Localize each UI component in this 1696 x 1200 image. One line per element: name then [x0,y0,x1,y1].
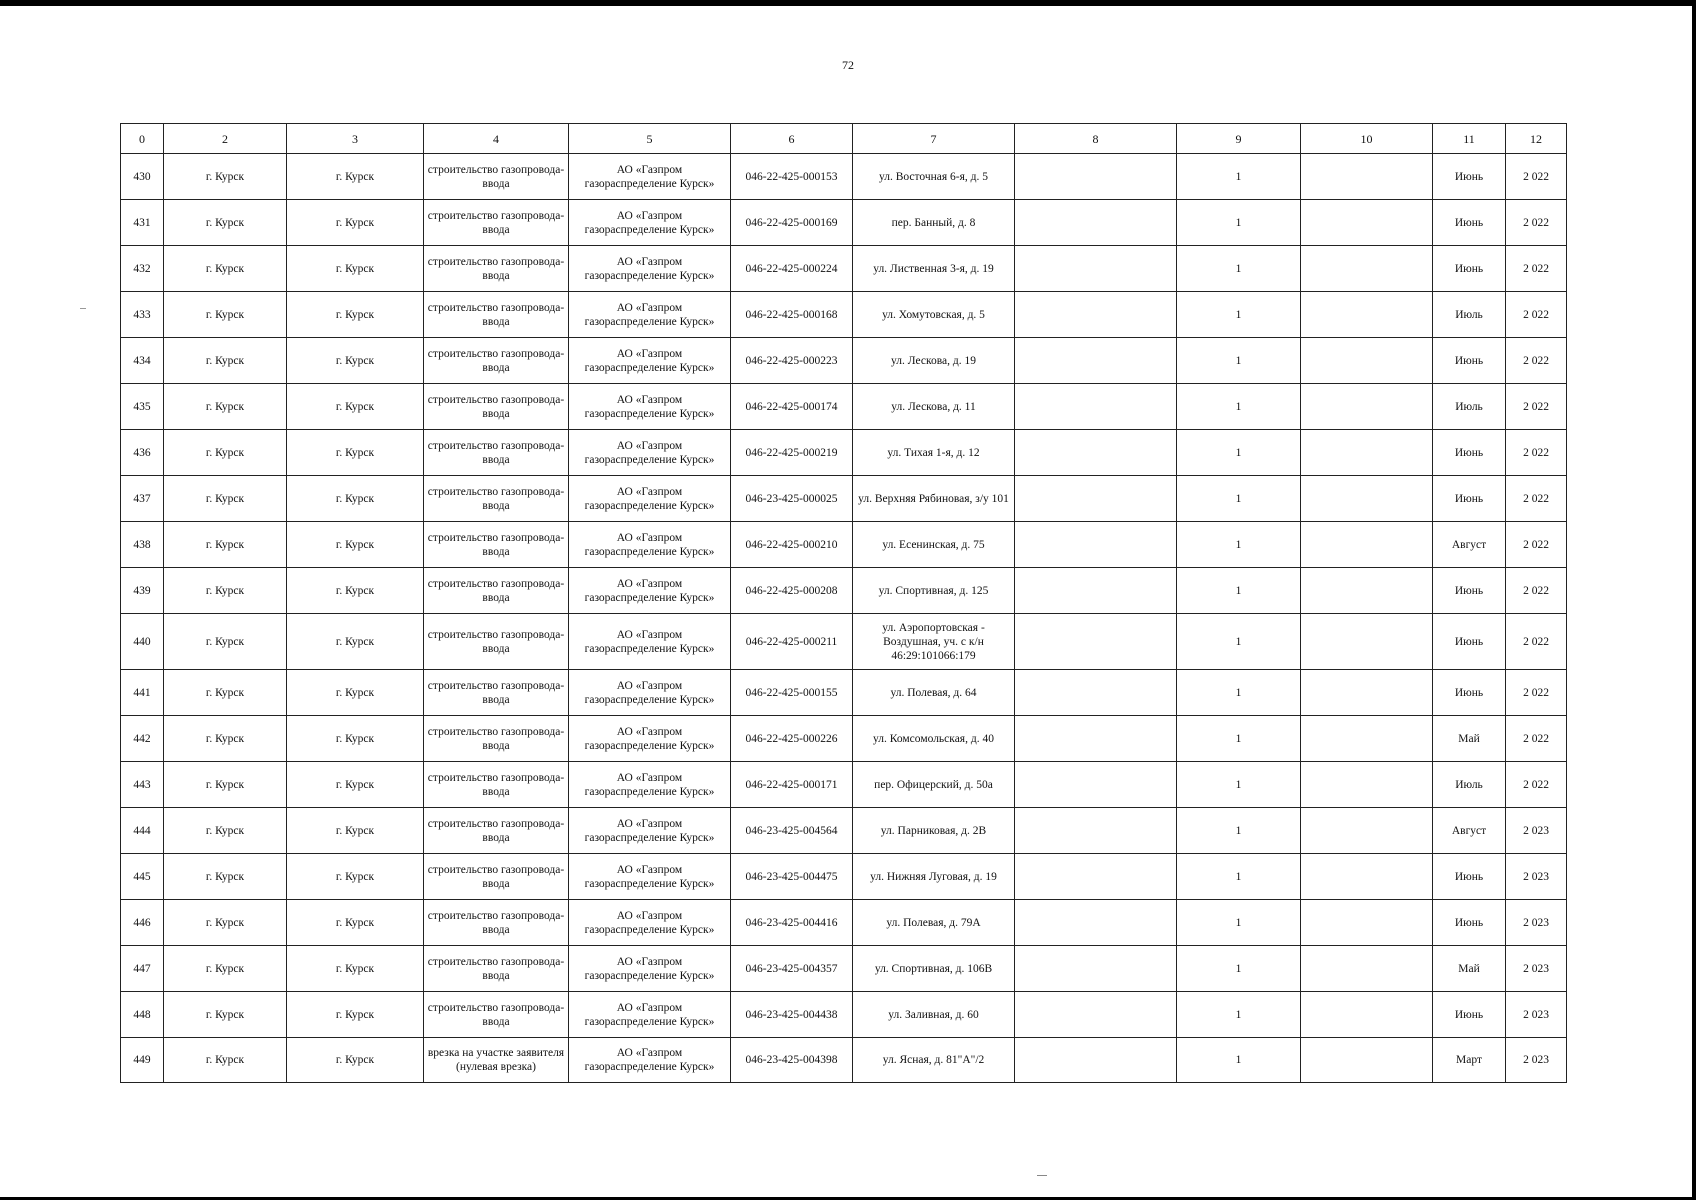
row-number-cell: 445 [121,854,164,900]
organization-cell: АО «Газпром газораспределение Курск» [569,854,731,900]
month-cell: Июль [1433,384,1506,430]
application-number-cell: 046-22-425-000219 [731,430,853,476]
organization-cell: АО «Газпром газораспределение Курск» [569,522,731,568]
row-number-cell: 438 [121,522,164,568]
quantity-cell: 1 [1177,900,1301,946]
table-row [121,716,1567,762]
month-cell: Июнь [1433,154,1506,200]
column-8-cell [1015,854,1177,900]
column-10-cell [1301,568,1433,614]
organization-cell: АО «Газпром газораспределение Курск» [569,430,731,476]
locality-cell: г. Курск [287,808,424,854]
municipality-cell: г. Курск [164,946,287,992]
application-number-cell: 046-22-425-000211 [731,614,853,670]
work-type-cell: строительство газопровода-ввода [424,762,569,808]
year-cell: 2 023 [1506,854,1567,900]
table-header-row [121,124,1567,154]
month-cell: Август [1433,522,1506,568]
table-row [121,154,1567,200]
work-type-cell: строительство газопровода-ввода [424,430,569,476]
application-number-cell: 046-22-425-000210 [731,522,853,568]
table-row [121,200,1567,246]
application-number-cell: 046-23-425-004438 [731,992,853,1038]
application-number-cell: 046-22-425-000171 [731,762,853,808]
application-number-cell: 046-22-425-000208 [731,568,853,614]
municipality-cell: г. Курск [164,384,287,430]
column-8-cell [1015,1038,1177,1083]
scan-border-right [1692,0,1696,1200]
table-row [121,384,1567,430]
organization-cell: АО «Газпром газораспределение Курск» [569,476,731,522]
table-row [121,808,1567,854]
work-type-cell: строительство газопровода-ввода [424,522,569,568]
column-header: 2 [164,124,287,154]
quantity-cell: 1 [1177,154,1301,200]
column-10-cell [1301,614,1433,670]
work-type-cell: строительство газопровода-ввода [424,946,569,992]
work-type-cell: строительство газопровода-ввода [424,992,569,1038]
table-row [121,1038,1567,1083]
year-cell: 2 022 [1506,154,1567,200]
month-cell: Июнь [1433,854,1506,900]
quantity-cell: 1 [1177,992,1301,1038]
address-cell: ул. Лескова, д. 11 [853,384,1015,430]
locality-cell: г. Курск [287,476,424,522]
organization-cell: АО «Газпром газораспределение Курск» [569,568,731,614]
scan-border-top [0,0,1696,6]
month-cell: Июнь [1433,568,1506,614]
work-type-cell: строительство газопровода-ввода [424,900,569,946]
column-header: 5 [569,124,731,154]
year-cell: 2 022 [1506,430,1567,476]
application-number-cell: 046-23-425-004564 [731,808,853,854]
column-8-cell [1015,246,1177,292]
column-10-cell [1301,854,1433,900]
quantity-cell: 1 [1177,716,1301,762]
quantity-cell: 1 [1177,808,1301,854]
organization-cell: АО «Газпром газораспределение Курск» [569,200,731,246]
row-number-cell: 447 [121,946,164,992]
year-cell: 2 023 [1506,1038,1567,1083]
work-type-cell: строительство газопровода-ввода [424,338,569,384]
column-8-cell [1015,430,1177,476]
month-cell: Март [1433,1038,1506,1083]
row-number-cell: 444 [121,808,164,854]
work-type-cell: строительство газопровода-ввода [424,568,569,614]
month-cell: Июнь [1433,246,1506,292]
application-number-cell: 046-22-425-000224 [731,246,853,292]
address-cell: пер. Банный, д. 8 [853,200,1015,246]
organization-cell: АО «Газпром газораспределение Курск» [569,614,731,670]
organization-cell: АО «Газпром газораспределение Курск» [569,292,731,338]
organization-cell: АО «Газпром газораспределение Курск» [569,992,731,1038]
quantity-cell: 1 [1177,522,1301,568]
locality-cell: г. Курск [287,900,424,946]
year-cell: 2 023 [1506,808,1567,854]
year-cell: 2 022 [1506,568,1567,614]
column-8-cell [1015,992,1177,1038]
month-cell: Июнь [1433,900,1506,946]
municipality-cell: г. Курск [164,900,287,946]
quantity-cell: 1 [1177,670,1301,716]
municipality-cell: г. Курск [164,246,287,292]
year-cell: 2 022 [1506,670,1567,716]
work-type-cell: строительство газопровода-ввода [424,808,569,854]
column-header: 7 [853,124,1015,154]
column-8-cell [1015,946,1177,992]
locality-cell: г. Курск [287,154,424,200]
table-row [121,476,1567,522]
application-number-cell: 046-23-425-004416 [731,900,853,946]
column-10-cell [1301,716,1433,762]
quantity-cell: 1 [1177,476,1301,522]
address-cell: ул. Есенинская, д. 75 [853,522,1015,568]
municipality-cell: г. Курск [164,522,287,568]
quantity-cell: 1 [1177,384,1301,430]
address-cell: ул. Нижняя Луговая, д. 19 [853,854,1015,900]
row-number-cell: 442 [121,716,164,762]
table-row [121,614,1567,670]
row-number-cell: 449 [121,1038,164,1083]
address-cell: ул. Восточная 6-я, д. 5 [853,154,1015,200]
address-cell: ул. Верхняя Рябиновая, з/у 101 [853,476,1015,522]
column-10-cell [1301,808,1433,854]
column-10-cell [1301,1038,1433,1083]
address-cell: ул. Аэропортовская - Воздушная, уч. с к/н 46:29:101066:179 [853,614,1015,670]
table-row [121,854,1567,900]
year-cell: 2 022 [1506,716,1567,762]
row-number-cell: 435 [121,384,164,430]
row-number-cell: 439 [121,568,164,614]
work-type-cell: строительство газопровода-ввода [424,384,569,430]
table-row [121,992,1567,1038]
column-10-cell [1301,292,1433,338]
locality-cell: г. Курск [287,292,424,338]
municipality-cell: г. Курск [164,200,287,246]
organization-cell: АО «Газпром газораспределение Курск» [569,946,731,992]
municipality-cell: г. Курск [164,854,287,900]
application-number-cell: 046-23-425-004475 [731,854,853,900]
column-10-cell [1301,430,1433,476]
locality-cell: г. Курск [287,522,424,568]
municipality-cell: г. Курск [164,476,287,522]
column-10-cell [1301,246,1433,292]
locality-cell: г. Курск [287,614,424,670]
application-number-cell: 046-22-425-000153 [731,154,853,200]
work-type-cell: врезка на участке заявителя (нулевая врезка) [424,1038,569,1083]
address-cell: ул. Полевая, д. 64 [853,670,1015,716]
month-cell: Июль [1433,292,1506,338]
locality-cell: г. Курск [287,430,424,476]
work-type-cell: строительство газопровода-ввода [424,292,569,338]
column-8-cell [1015,154,1177,200]
column-header: 12 [1506,124,1567,154]
row-number-cell: 431 [121,200,164,246]
work-type-cell: строительство газопровода-ввода [424,716,569,762]
row-number-cell: 443 [121,762,164,808]
locality-cell: г. Курск [287,762,424,808]
municipality-cell: г. Курск [164,762,287,808]
application-number-cell: 046-23-425-004357 [731,946,853,992]
locality-cell: г. Курск [287,992,424,1038]
application-number-cell: 046-23-425-004398 [731,1038,853,1083]
column-8-cell [1015,292,1177,338]
column-8-cell [1015,568,1177,614]
municipality-cell: г. Курск [164,338,287,384]
row-number-cell: 430 [121,154,164,200]
work-type-cell: строительство газопровода-ввода [424,246,569,292]
year-cell: 2 022 [1506,200,1567,246]
work-type-cell: строительство газопровода-ввода [424,200,569,246]
quantity-cell: 1 [1177,246,1301,292]
year-cell: 2 022 [1506,522,1567,568]
locality-cell: г. Курск [287,338,424,384]
address-cell: ул. Ясная, д. 81"А"/2 [853,1038,1015,1083]
quantity-cell: 1 [1177,338,1301,384]
month-cell: Июнь [1433,200,1506,246]
month-cell: Июль [1433,762,1506,808]
row-number-cell: 434 [121,338,164,384]
column-8-cell [1015,384,1177,430]
column-8-cell [1015,900,1177,946]
column-10-cell [1301,992,1433,1038]
organization-cell: АО «Газпром газораспределение Курск» [569,1038,731,1083]
locality-cell: г. Курск [287,568,424,614]
column-10-cell [1301,946,1433,992]
locality-cell: г. Курск [287,946,424,992]
row-number-cell: 441 [121,670,164,716]
municipality-cell: г. Курск [164,614,287,670]
address-cell: ул. Комсомольская, д. 40 [853,716,1015,762]
table-row [121,246,1567,292]
locality-cell: г. Курск [287,200,424,246]
month-cell: Июнь [1433,670,1506,716]
table-row [121,292,1567,338]
year-cell: 2 023 [1506,992,1567,1038]
year-cell: 2 022 [1506,762,1567,808]
registry-table [120,123,1567,1083]
scan-mark [1037,1175,1047,1176]
row-number-cell: 433 [121,292,164,338]
column-10-cell [1301,384,1433,430]
month-cell: Июнь [1433,992,1506,1038]
column-header: 0 [121,124,164,154]
municipality-cell: г. Курск [164,154,287,200]
municipality-cell: г. Курск [164,716,287,762]
municipality-cell: г. Курск [164,670,287,716]
month-cell: Май [1433,946,1506,992]
column-8-cell [1015,808,1177,854]
organization-cell: АО «Газпром газораспределение Курск» [569,716,731,762]
quantity-cell: 1 [1177,1038,1301,1083]
locality-cell: г. Курск [287,716,424,762]
table-row [121,568,1567,614]
locality-cell: г. Курск [287,670,424,716]
column-8-cell [1015,338,1177,384]
municipality-cell: г. Курск [164,430,287,476]
month-cell: Июнь [1433,614,1506,670]
table-row [121,946,1567,992]
table-row [121,338,1567,384]
municipality-cell: г. Курск [164,292,287,338]
address-cell: ул. Полевая, д. 79А [853,900,1015,946]
year-cell: 2 022 [1506,384,1567,430]
column-8-cell [1015,670,1177,716]
table-row [121,522,1567,568]
page-number: 72 [842,58,854,72]
quantity-cell: 1 [1177,614,1301,670]
locality-cell: г. Курск [287,246,424,292]
quantity-cell: 1 [1177,946,1301,992]
column-10-cell [1301,338,1433,384]
column-header: 11 [1433,124,1506,154]
quantity-cell: 1 [1177,568,1301,614]
column-10-cell [1301,670,1433,716]
row-number-cell: 437 [121,476,164,522]
year-cell: 2 022 [1506,292,1567,338]
organization-cell: АО «Газпром газораспределение Курск» [569,338,731,384]
application-number-cell: 046-22-425-000174 [731,384,853,430]
address-cell: ул. Спортивная, д. 125 [853,568,1015,614]
address-cell: ул. Спортивная, д. 106В [853,946,1015,992]
application-number-cell: 046-22-425-000155 [731,670,853,716]
column-header: 6 [731,124,853,154]
application-number-cell: 046-22-425-000223 [731,338,853,384]
address-cell: ул. Тихая 1-я, д. 12 [853,430,1015,476]
column-header: 8 [1015,124,1177,154]
column-header: 4 [424,124,569,154]
month-cell: Июнь [1433,430,1506,476]
row-number-cell: 432 [121,246,164,292]
work-type-cell: строительство газопровода-ввода [424,614,569,670]
application-number-cell: 046-22-425-000168 [731,292,853,338]
organization-cell: АО «Газпром газораспределение Курск» [569,762,731,808]
month-cell: Июнь [1433,338,1506,384]
row-number-cell: 448 [121,992,164,1038]
column-10-cell [1301,154,1433,200]
scan-mark [80,308,86,309]
address-cell: пер. Офицерский, д. 50а [853,762,1015,808]
year-cell: 2 022 [1506,246,1567,292]
row-number-cell: 436 [121,430,164,476]
table-row [121,430,1567,476]
column-8-cell [1015,716,1177,762]
quantity-cell: 1 [1177,292,1301,338]
application-number-cell: 046-22-425-000169 [731,200,853,246]
application-number-cell: 046-23-425-000025 [731,476,853,522]
table-body [121,154,1567,1083]
column-header: 3 [287,124,424,154]
municipality-cell: г. Курск [164,1038,287,1083]
table-row [121,670,1567,716]
locality-cell: г. Курск [287,1038,424,1083]
column-10-cell [1301,762,1433,808]
application-number-cell: 046-22-425-000226 [731,716,853,762]
organization-cell: АО «Газпром газораспределение Курск» [569,808,731,854]
address-cell: ул. Заливная, д. 60 [853,992,1015,1038]
column-8-cell [1015,522,1177,568]
year-cell: 2 022 [1506,614,1567,670]
quantity-cell: 1 [1177,854,1301,900]
column-10-cell [1301,476,1433,522]
organization-cell: АО «Газпром газораспределение Курск» [569,900,731,946]
column-8-cell [1015,614,1177,670]
work-type-cell: строительство газопровода-ввода [424,154,569,200]
year-cell: 2 022 [1506,476,1567,522]
table-row [121,900,1567,946]
organization-cell: АО «Газпром газораспределение Курск» [569,670,731,716]
column-10-cell [1301,200,1433,246]
column-10-cell [1301,522,1433,568]
column-8-cell [1015,762,1177,808]
address-cell: ул. Парниковая, д. 2В [853,808,1015,854]
column-header: 10 [1301,124,1433,154]
row-number-cell: 446 [121,900,164,946]
month-cell: Май [1433,716,1506,762]
address-cell: ул. Лиственная 3-я, д. 19 [853,246,1015,292]
year-cell: 2 022 [1506,338,1567,384]
municipality-cell: г. Курск [164,568,287,614]
quantity-cell: 1 [1177,430,1301,476]
locality-cell: г. Курск [287,384,424,430]
column-header: 9 [1177,124,1301,154]
municipality-cell: г. Курск [164,992,287,1038]
address-cell: ул. Лескова, д. 19 [853,338,1015,384]
column-10-cell [1301,900,1433,946]
quantity-cell: 1 [1177,200,1301,246]
work-type-cell: строительство газопровода-ввода [424,854,569,900]
address-cell: ул. Хомутовская, д. 5 [853,292,1015,338]
organization-cell: АО «Газпром газораспределение Курск» [569,154,731,200]
locality-cell: г. Курск [287,854,424,900]
month-cell: Август [1433,808,1506,854]
month-cell: Июнь [1433,476,1506,522]
table-row [121,762,1567,808]
municipality-cell: г. Курск [164,808,287,854]
quantity-cell: 1 [1177,762,1301,808]
column-8-cell [1015,200,1177,246]
organization-cell: АО «Газпром газораспределение Курск» [569,246,731,292]
year-cell: 2 023 [1506,900,1567,946]
organization-cell: АО «Газпром газораспределение Курск» [569,384,731,430]
column-8-cell [1015,476,1177,522]
year-cell: 2 023 [1506,946,1567,992]
row-number-cell: 440 [121,614,164,670]
work-type-cell: строительство газопровода-ввода [424,476,569,522]
work-type-cell: строительство газопровода-ввода [424,670,569,716]
